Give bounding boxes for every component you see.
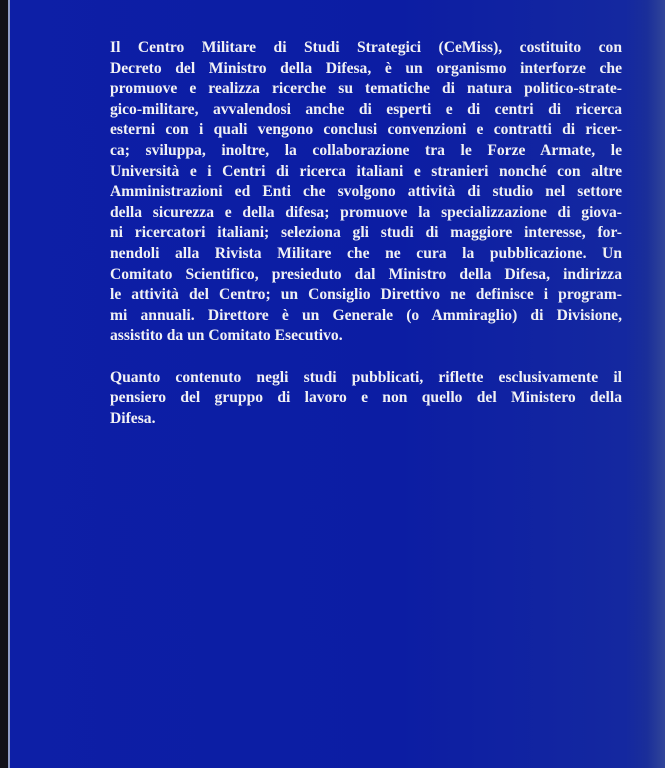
text-line: ni ricercatori italiani; seleziona gli studi di maggiore interesse, for- [110, 224, 622, 242]
paragraph-cemiss-description [110, 38, 622, 347]
spine-fold-line [8, 0, 10, 768]
text-line: promuove e realizza ricerche su tematiche di natura politico-strate- [110, 80, 622, 98]
cover-blurb [110, 38, 622, 429]
text-line: Difesa. [110, 409, 156, 427]
text-line: Amministrazioni ed Enti che svolgono attività di studio nel settore [110, 183, 622, 201]
text-line: assistito da un Comitato Esecutivo. [110, 327, 343, 345]
text-line: nendoli alla Rivista Militare che ne cura la pubblicazione. Un [110, 244, 622, 262]
paragraph-disclaimer [110, 368, 622, 430]
text-line: ca; sviluppa, inoltre, la collaborazione tra le Forze Armate, le [110, 141, 622, 159]
spine-edge [0, 0, 8, 768]
text-line: le attività del Centro; un Consiglio Direttivo ne definisce i program- [110, 286, 622, 304]
text-line: della sicurezza e della difesa; promuove la specializzazione di giova- [110, 203, 622, 221]
text-line: Università e i Centri di ricerca italiani e stranieri nonché con altre [110, 162, 622, 180]
text-line: Quanto contenuto negli studi pubblicati, riflette esclusivamente il [110, 368, 622, 386]
text-line: pensiero del gruppo di lavoro e non quello del Ministero della [110, 389, 622, 407]
text-line: Comitato Scientifico, presieduto dal Ministro della Difesa, indirizza [110, 265, 622, 283]
text-line: Il Centro Militare di Studi Strategici (CeMiss), costituito con [110, 39, 622, 56]
cover-edge-wear [647, 0, 665, 768]
text-line: gico-militare, avvalendosi anche di esperti e di centri di ricerca [110, 100, 622, 118]
text-line: Decreto del Ministro della Difesa, è un organismo interforze che [110, 59, 622, 77]
text-line: mi annuali. Direttore è un Generale (o Ammiraglio) di Divisione, [110, 306, 622, 324]
text-line: esterni con i quali vengono conclusi convenzioni e contratti di ricer- [110, 121, 622, 139]
